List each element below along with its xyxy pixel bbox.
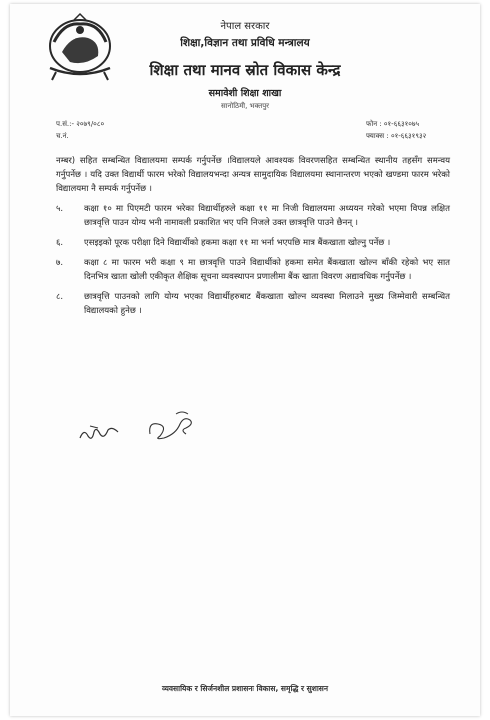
signature-1-icon [78,422,120,446]
fax-number: फ्याक्स : ०१-६६३१९३२ [366,132,427,140]
list-item-text: छात्रवृत्ति पाउनको लागि योग्य भएका विद्यार्थीहरुबाट बैंकखाता खोल्न व्यवस्था मिलाउने मुख्य जिम्मेवारी सम्बन्धित विद्यालयको हुनेछ । [84,292,450,316]
intro-paragraph: नम्बर) सहित सम्बन्धित विद्यालयमा सम्पर्क गर्नुपर्नेछ ।विद्यालयले आवश्यक विवरणसहित सम्बन्धित स्थानीय तहसँग समन्वय गर्नुपर्नेछ । यदि उक्त विद्यार्थी फारम भरेको विद्यालयभन्दा अन्यत्र सामुदायिक विद्यालयमा स्थानान्तरण भएको खण्डमा फारम भरेको विद्यालयमा नै सम्पर्क गर्नुपर्नेछ । [56,156,450,194]
government-name: नेपाल सरकार [220,21,270,32]
office-location: सानोठिमी, भक्तपुर [220,102,270,110]
list-item-text: कक्षा १० मा पिएमटी फारम भरेका विद्यार्थीहरुले कक्षा ११ मा निजी विद्यालयमा अध्ययन गरेको भएमा विपन्न लक्षित छात्रवृत्ति पाउन योग्य भनी नामावली प्रकाशित भए पनि निजले उक्त छात्रवृत्ति पाउने छैनन् । [84,204,450,228]
phone-number: फोन : ०१-६६३१०७५ [366,120,420,128]
list-item [56,236,450,250]
section-name: समावेशी शिक्षा शाखा [208,88,282,99]
footer-slogan: व्यवसायिक र सिर्जनशील प्रशासनः विकास, समृद्धि र सुशासन [161,684,329,693]
document-page [10,4,480,716]
list-item-text: एसइइको पूरक परीक्षा दिने विद्यार्थीको हकमा कक्षा ११ मा भर्ना भएपछि मात्र बैंकखाता खोल्नु पर्नेछ । [84,238,391,248]
list-item [56,256,450,284]
reference-number: प.सं.:- २०७९/०८० [56,120,105,128]
letter-body [56,154,450,324]
list-item-number: ५. [56,204,64,214]
list-item [56,202,450,230]
list-item-number: ८. [56,292,64,302]
signature-2-icon [146,408,196,444]
ministry-name: शिक्षा,विज्ञान तथा प्रविधि मन्त्रालय [180,37,310,49]
list-item-number: ६. [56,238,64,248]
list-item-text: कक्षा ८ मा फारम भरी कक्षा ९ मा छात्रवृत्ति पाउने विद्यार्थीको हकमा समेत बैंकखाता खोल्न बाँकी रहेको भए सात दिनभित्र खाता खोली एकीकृत शैक्षिक सूचना व्यवस्थापन प्रणालीमा बैंक खाता विवरण अद्यावधिक गर्नुपर्नेछ । [84,258,450,282]
office-name: शिक्षा तथा मानव स्रोत विकास केन्द्र [149,61,341,79]
list-item [56,290,450,318]
list-item-number: ७. [56,258,64,268]
dispatch-number: च.नं. [56,132,69,140]
